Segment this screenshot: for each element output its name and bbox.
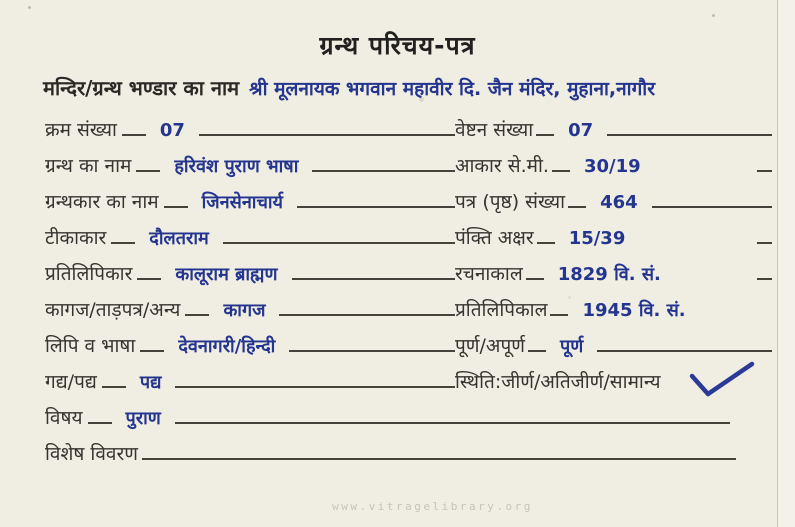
rule-line (757, 278, 772, 280)
field-value: जिनसेनाचार्य (201, 192, 284, 213)
field-value: 1945 वि. सं. (582, 300, 686, 321)
field-label: लिपि व भाषा (45, 335, 136, 357)
rule-line (757, 170, 772, 172)
rule-line (537, 242, 555, 244)
field-book-name (45, 148, 455, 185)
field-page-count (455, 184, 772, 221)
field-label: पूर्ण/अपूर्ण (455, 335, 525, 357)
field-value: पद्य (139, 372, 162, 393)
rule-line (122, 134, 146, 136)
row-book-name-and-size (0, 148, 795, 184)
field-value: 15/39 (568, 228, 626, 249)
field-lines-letters (455, 220, 772, 257)
rule-line (297, 206, 455, 208)
field-label: गद्य/पद्य (45, 371, 97, 393)
field-script-language (45, 328, 455, 365)
rule-line (137, 278, 161, 280)
subject-rule (455, 422, 772, 424)
rule-line (102, 386, 126, 388)
row-material-and-copy-date (0, 292, 795, 328)
row-subject (0, 400, 795, 436)
field-value: देवनागरी/हिन्दी (178, 336, 276, 357)
rule-line (607, 134, 772, 136)
field-value: पुराण (125, 408, 161, 429)
rule-line (223, 242, 455, 244)
field-author-name (45, 184, 455, 221)
row-serial-and-bundle-number (0, 112, 795, 148)
field-value: 464 (600, 192, 638, 213)
rule-line (292, 278, 456, 280)
field-copy-date (455, 292, 772, 329)
rule-line (175, 386, 455, 388)
field-label: विशेष विवरण (45, 443, 138, 465)
form-rows (0, 112, 795, 472)
field-composition-date (455, 256, 772, 293)
rule-line (552, 170, 570, 172)
rule-line (136, 170, 160, 172)
rule-line (528, 350, 546, 352)
field-scribe (45, 256, 455, 293)
field-label: वेष्टन संख्या (455, 119, 534, 141)
field-value: पूर्ण (559, 336, 584, 357)
field-label: ग्रन्थकार का नाम (45, 191, 159, 213)
row-prose-verse-and-condition (0, 364, 795, 400)
row-scribe-and-composition-date (0, 256, 795, 292)
rule-line (185, 314, 209, 316)
rule-line (88, 422, 112, 424)
field-label: प्रतिलिपिकाल (455, 299, 548, 321)
field-value: 1829 वि. सं. (557, 264, 661, 285)
field-bundle-number (455, 112, 772, 149)
watermark-text: www.vitragelibrary.org (332, 500, 533, 513)
rule-line (550, 314, 568, 316)
field-value: दौलतराम (149, 228, 209, 249)
rule-line (597, 350, 772, 352)
scan-specks (28, 6, 31, 9)
row-script-language-and-completeness (0, 328, 795, 364)
rule-line (199, 134, 455, 136)
checkmark-icon (686, 360, 758, 400)
rule-line (757, 242, 772, 244)
field-label: ग्रन्थ का नाम (45, 155, 132, 177)
field-commentator (45, 220, 455, 257)
field-special-details (45, 436, 772, 472)
temple-name-label: मन्दिर/ग्रन्थ भण्डार का नाम (43, 76, 240, 100)
field-value: हरिवंश पुराण भाषा (174, 156, 299, 177)
field-label: कागज/ताड़पत्र/अन्य (45, 299, 181, 321)
field-label: क्रम संख्या (45, 119, 117, 141)
page-title: ग्रन्थ परिचय-पत्र (319, 31, 476, 60)
rule-line (279, 314, 455, 316)
field-serial-number (45, 112, 455, 149)
rule-line (568, 206, 586, 208)
field-label: पत्र (पृष्ठ) संख्या (455, 191, 566, 213)
field-value: 30/19 (583, 156, 641, 177)
field-label: टीकाकार (45, 227, 107, 249)
field-label: स्थिति:जीर्ण/अतिजीर्ण/सामान्य (455, 371, 661, 393)
row-special-details (0, 436, 795, 472)
temple-name-value: श्री मूलनायक भगवान महावीर दि. जैन मंदिर, मुहाना,नागौर (249, 78, 655, 100)
field-subject (45, 400, 455, 437)
rule-line (652, 206, 772, 208)
field-label: विषय (45, 407, 83, 429)
rule-line (111, 242, 135, 244)
row-author-and-page-count (0, 184, 795, 220)
rule-line (142, 458, 736, 460)
field-size-cm (455, 148, 772, 185)
rule-line (289, 350, 455, 352)
row-commentator-and-lines-letters (0, 220, 795, 256)
field-value: 07 (568, 120, 594, 141)
rule-line (175, 422, 455, 424)
field-value: 07 (159, 120, 185, 141)
field-label: रचनाकाल (455, 263, 523, 285)
rule-line (312, 170, 455, 172)
field-label: पंक्ति अक्षर (455, 227, 534, 249)
field-value: कालूराम ब्राह्मण (175, 264, 278, 285)
field-label: प्रतिलिपिकार (45, 263, 133, 285)
temple-name-row (43, 74, 775, 101)
rule-line (536, 134, 554, 136)
field-material (45, 292, 455, 329)
field-prose-verse (45, 364, 455, 401)
field-label: आकार से.मी. (455, 155, 549, 177)
field-value: कागज (223, 300, 266, 321)
rule-line (526, 278, 544, 280)
rule-line (164, 206, 188, 208)
rule-line (455, 422, 730, 424)
rule-line (140, 350, 164, 352)
